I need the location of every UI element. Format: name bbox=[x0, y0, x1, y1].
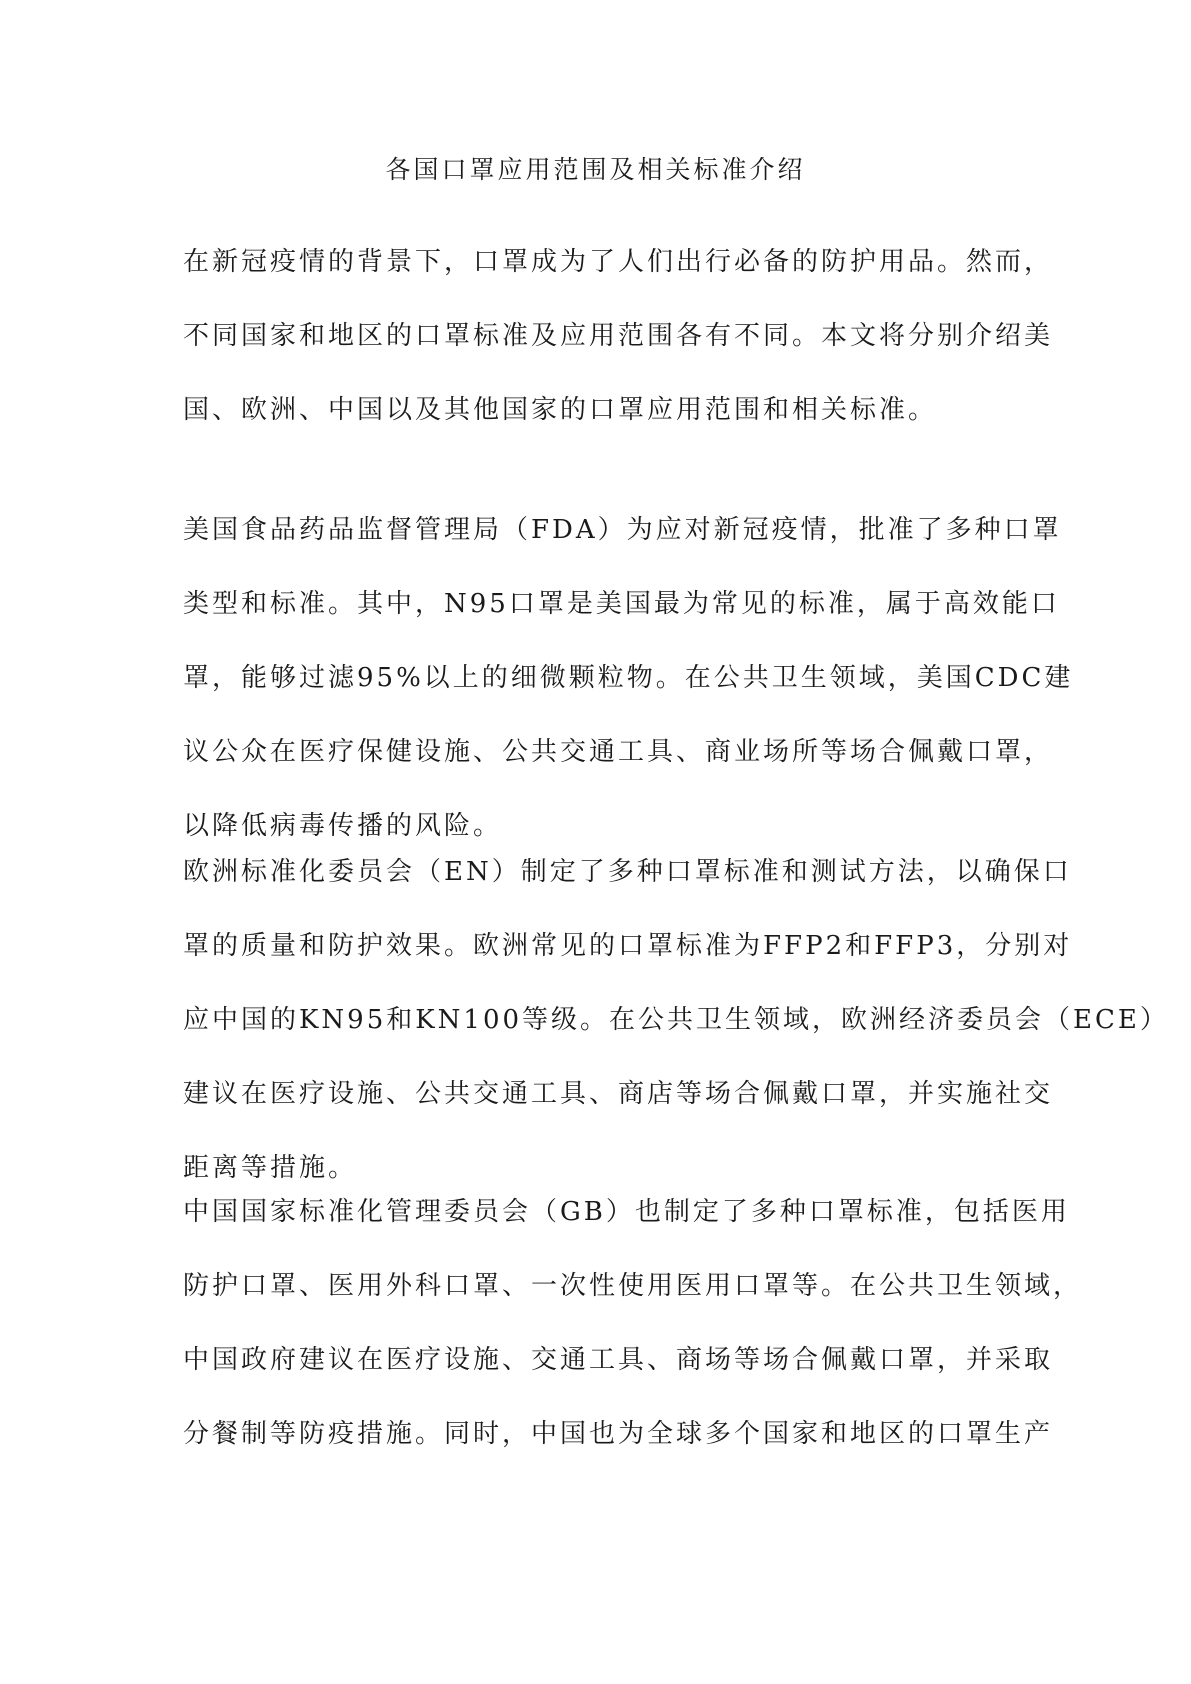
text-line: 罩，能够过滤95%以上的细微颗粒物。在公共卫生领域，美国CDC建 bbox=[183, 663, 1074, 693]
text-line: 类型和标准。其中，N95口罩是美国最为常见的标准，属于高效能口 bbox=[183, 589, 1060, 619]
text-line: 国、欧洲、中国以及其他国家的口罩应用范围和相关标准。 bbox=[183, 395, 938, 425]
text-line: 罩的质量和防护效果。欧洲常见的口罩标准为FFP2和FFP3，分别对 bbox=[183, 931, 1073, 961]
text-line: 防护口罩、医用外科口罩、一次性使用医用口罩等。在公共卫生领域， bbox=[183, 1271, 1083, 1301]
document-title: 各国口罩应用范围及相关标准介绍 bbox=[385, 155, 806, 184]
text-line: 议公众在医疗保健设施、公共交通工具、商业场所等场合佩戴口罩， bbox=[183, 737, 1054, 767]
paragraph-china bbox=[183, 1175, 1082, 1471]
text-line: 应中国的KN95和KN100等级。在公共卫生领域，欧洲经济委员会（ECE） bbox=[183, 1005, 1169, 1035]
text-line: 以降低病毒传播的风险。 bbox=[183, 811, 503, 841]
text-line: 在新冠疫情的背景下，口罩成为了人们出行必备的防护用品。然而， bbox=[183, 247, 1054, 277]
text-line: 美国食品药品监督管理局（FDA）为应对新冠疫情，批准了多种口罩 bbox=[183, 515, 1062, 545]
text-line: 分餐制等防疫措施。同时，中国也为全球多个国家和地区的口罩生产 bbox=[183, 1419, 1054, 1449]
paragraph-europe bbox=[183, 835, 1169, 1205]
text-line: 欧洲标准化委员会（EN）制定了多种口罩标准和测试方法，以确保口 bbox=[183, 857, 1072, 887]
text-line: 中国国家标准化管理委员会（GB）也制定了多种口罩标准，包括医用 bbox=[183, 1197, 1070, 1227]
text-line: 不同国家和地区的口罩标准及应用范围各有不同。本文将分别介绍美 bbox=[183, 321, 1054, 351]
paragraph-usa bbox=[183, 493, 1073, 863]
text-line: 距离等措施。 bbox=[183, 1153, 358, 1183]
text-line: 中国政府建议在医疗设施、交通工具、商场等场合佩戴口罩，并采取 bbox=[183, 1345, 1054, 1375]
text-line: 建议在医疗设施、公共交通工具、商店等场合佩戴口罩，并实施社交 bbox=[183, 1079, 1054, 1109]
paragraph-intro bbox=[183, 225, 1053, 447]
